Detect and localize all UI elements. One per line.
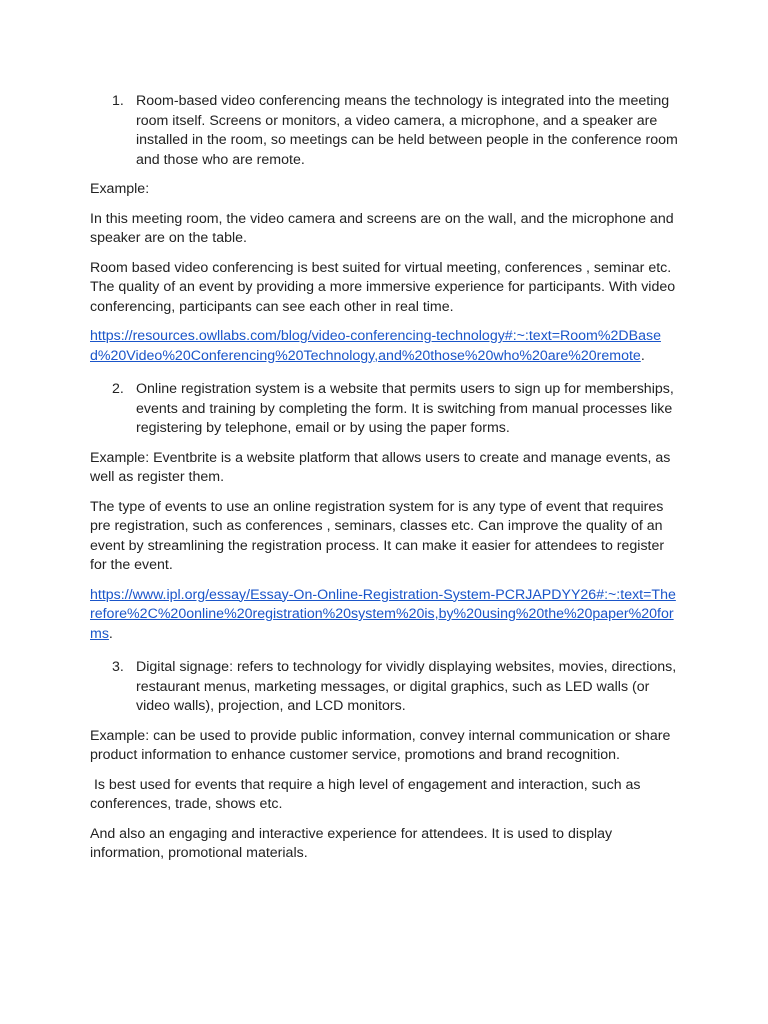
list-number: 2. bbox=[112, 381, 124, 397]
reference-link[interactable]: https://www.ipl.org/essay/Essay-On-Online-Registration-System-PCRJAPDYY26#:~:text=Therefore%2C%20online%20registration%20system%20is,by%20using%20the%20paper%20forms bbox=[90, 586, 676, 642]
types-paragraph: The type of events to use an online registration system for is any type of event that requires pre registration, such as conferences , seminars, classes etc. Can improve the quality of an event by streamlining the registration process. It can make it easier for attendees to register for the event. bbox=[90, 498, 665, 573]
example-paragraph: Example: Eventbrite is a website platform that allows users to create and manage events, as well as register them. bbox=[90, 449, 671, 485]
reference-paragraph bbox=[90, 327, 680, 366]
best-used-paragraph: Is best used for events that require a high level of engagement and interaction, such as conferences, trade, shows etc. bbox=[90, 776, 645, 812]
list-item-text: Online registration system is a website that permits users to sign up for memberships, events and training by completing the form. It is switching from manual processes like registering by telephone, email or by using the paper forms. bbox=[136, 381, 674, 436]
link-suffix: . bbox=[640, 347, 645, 364]
example-paragraph: Example: can be used to provide public information, convey internal communication or share product information to enhance customer service, promotions and brand recognition. bbox=[90, 727, 671, 763]
list-number: 3. bbox=[112, 659, 124, 675]
reference-link[interactable]: https://resources.owllabs.com/blog/video-conferencing-technology#:~:text=Room%2DBased%20Video%20Conferencing%20Technology,and%20those%20who%20are%20remote bbox=[90, 328, 661, 364]
list-item-2 bbox=[90, 380, 680, 439]
list-item-text: Room-based video conferencing means the technology is integrated into the meeting room itself. Screens or monitors, a video camera, a microphone, and a speaker are installed in the room, so meetings can be held between people in the conference room and those who are remote. bbox=[136, 93, 678, 168]
also-paragraph: And also an engaging and interactive experience for attendees. It is used to display information, promotional materials. bbox=[90, 825, 613, 861]
example-paragraph: In this meeting room, the video camera and screens are on the wall, and the microphone and speaker are on the table. bbox=[90, 210, 674, 246]
list-item-1 bbox=[90, 92, 680, 170]
list-number: 1. bbox=[112, 93, 124, 109]
example-label: Example: bbox=[90, 181, 150, 197]
list-item-3 bbox=[90, 658, 680, 717]
reference-paragraph bbox=[90, 586, 680, 645]
list-item-text: Digital signage: refers to technology for vividly displaying websites, movies, directions, restaurant menus, marketing messages, or digital graphics, such as LED walls (or video walls), projection, and LCD monitors. bbox=[136, 659, 677, 714]
link-suffix: . bbox=[108, 625, 113, 642]
suitability-paragraph: Room based video conferencing is best suited for virtual meeting, conferences , seminar etc. The quality of an event by providing a more immersive experience for participants. With video conferencing, participants can see each other in real time. bbox=[90, 259, 676, 315]
